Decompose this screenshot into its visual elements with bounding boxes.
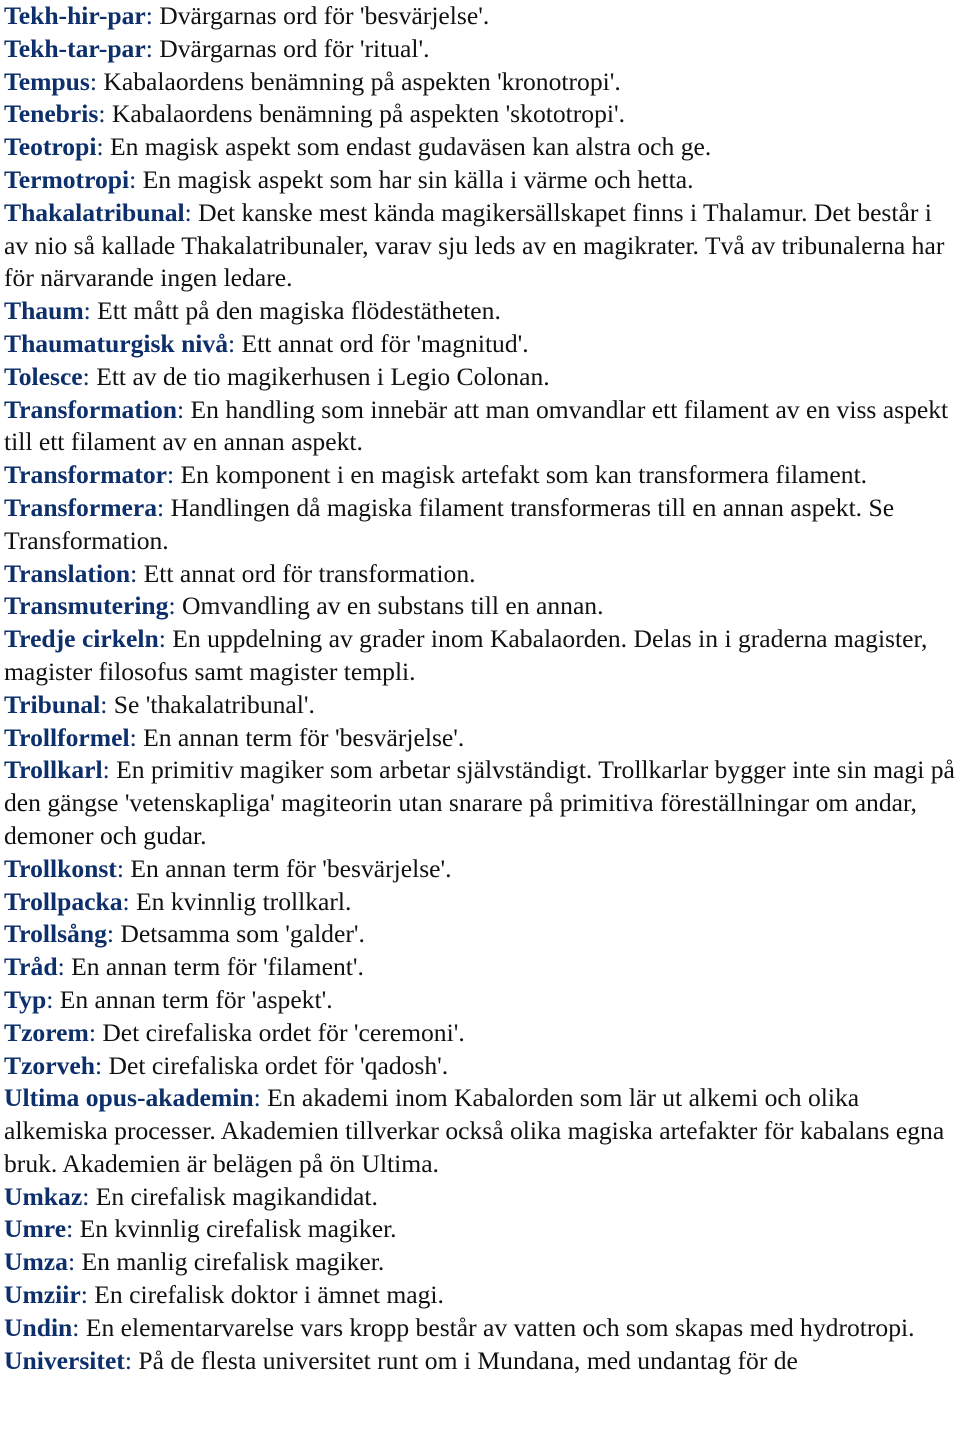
glossary-definition: Ett mått på den magiska flödestätheten. xyxy=(97,296,501,326)
glossary-definition: En annan term för 'besvärjelse'. xyxy=(143,722,465,752)
term-separator: : xyxy=(157,492,171,522)
glossary-entry xyxy=(4,886,960,919)
glossary-entry xyxy=(4,918,960,951)
term-separator: : xyxy=(82,361,97,391)
glossary-definition: En kvinnlig cirefalisk magiker. xyxy=(79,1214,397,1244)
glossary-entry xyxy=(4,459,960,492)
glossary-definition: Detsamma som 'galder'. xyxy=(120,919,365,949)
glossary-entry xyxy=(4,492,960,558)
glossary-entry xyxy=(4,1345,960,1378)
glossary-entry xyxy=(4,164,960,197)
glossary-entry xyxy=(4,197,960,295)
glossary-entry xyxy=(4,33,960,66)
term-separator: : xyxy=(124,1345,139,1375)
glossary-entry xyxy=(4,1181,960,1214)
term-separator: : xyxy=(67,1247,82,1277)
glossary-term: Tempus xyxy=(4,66,90,96)
glossary-definition: En annan term för 'besvärjelse'. xyxy=(130,853,452,883)
glossary-entry xyxy=(4,951,960,984)
glossary-entry xyxy=(4,0,960,33)
glossary-term: Tzorveh xyxy=(4,1050,95,1080)
glossary-term: Undin xyxy=(4,1312,73,1342)
term-separator: : xyxy=(106,919,121,949)
glossary-definition: En kvinnlig trollkarl. xyxy=(136,886,352,916)
glossary-definition: En uppdelning av grader inom Kabalaorden. Delas in i graderna magister, magister filosofus samt magister templi. xyxy=(4,624,928,686)
glossary-definition: Det cirefaliska ordet för 'ceremoni'. xyxy=(102,1017,465,1047)
glossary-entry xyxy=(4,394,960,460)
term-separator: : xyxy=(100,689,114,719)
term-separator: : xyxy=(96,132,110,162)
glossary-term: Tenebris xyxy=(4,99,99,129)
glossary-term: Thaumaturgisk nivå xyxy=(4,328,229,358)
glossary-term: Typ xyxy=(4,984,47,1014)
glossary-definition: En annan term för 'aspekt'. xyxy=(59,984,333,1014)
glossary-term: Trollkonst xyxy=(4,853,117,883)
glossary-entry xyxy=(4,558,960,591)
term-separator: : xyxy=(98,99,112,129)
glossary-entry xyxy=(4,361,960,394)
glossary-definition: På de flesta universitet runt om i Mundana, med undantag för de xyxy=(138,1345,798,1375)
term-separator: : xyxy=(145,1,160,30)
glossary-definition: En elementarvarelse vars kropp består av vatten och som skapas med hydrotropi. xyxy=(85,1312,915,1342)
glossary-definition: Omvandling av en substans till en annan. xyxy=(181,591,604,621)
glossary-definition: Ett annat ord för transformation. xyxy=(143,558,476,588)
glossary-entry xyxy=(4,1246,960,1279)
glossary-entry xyxy=(4,984,960,1017)
glossary-term: Thaum xyxy=(4,296,84,326)
term-separator: : xyxy=(122,886,137,916)
term-separator: : xyxy=(88,1017,103,1047)
glossary-term: Tråd xyxy=(4,952,58,982)
glossary-term: Transformator xyxy=(4,460,167,490)
glossary-definition: En manlig cirefalisk magiker. xyxy=(81,1247,385,1277)
glossary-entry xyxy=(4,328,960,361)
glossary-term: Teotropi xyxy=(4,132,97,162)
glossary-entry xyxy=(4,98,960,131)
term-separator: : xyxy=(168,591,182,621)
glossary-definition: Dvärgarnas ord för 'besvärjelse'. xyxy=(159,1,490,30)
glossary-term: Tredje cirkeln xyxy=(4,624,159,654)
glossary-term: Tekh-tar-par xyxy=(4,33,146,63)
term-separator: : xyxy=(116,853,131,883)
glossary-definition: En magisk aspekt som har sin källa i värme och hetta. xyxy=(142,164,694,194)
glossary-definition: En akademi inom Kabalorden som lär ut alkemi och olika alkemiska processer. Akademien tillverkar också olika magiska artefakter för kabalans egna bruk. Akademien är belägen på ön Ultima. xyxy=(4,1083,945,1178)
glossary-term: Umkaz xyxy=(4,1181,83,1211)
glossary-definition: En primitiv magiker som arbetar självständigt. Trollkarlar bygger inte sin magi på den gängse 'vetenskapliga' magiteorin utan snarare på primitiva föreställningar om andar, demoner och gudar. xyxy=(4,755,955,850)
term-separator: : xyxy=(83,296,98,326)
glossary-entry xyxy=(4,295,960,328)
term-separator: : xyxy=(72,1312,86,1342)
glossary-term: Transformation xyxy=(4,394,177,424)
glossary-entry xyxy=(4,66,960,99)
glossary-term: Universitet xyxy=(4,1345,125,1375)
glossary-definition: En komponent i en magisk artefakt som kan transformera filament. xyxy=(180,460,868,490)
glossary-term: Tolesce xyxy=(4,361,83,391)
glossary-entry xyxy=(4,1082,960,1180)
term-separator: : xyxy=(46,984,60,1014)
glossary-definition: En handling som innebär att man omvandlar ett filament av en viss aspekt till ett filament av en annan aspekt. xyxy=(4,394,949,457)
glossary-definition: Handlingen då magiska filament transformeras till en annan aspekt. Se Transformation. xyxy=(4,492,895,555)
glossary-entry xyxy=(4,1213,960,1246)
glossary-entry xyxy=(4,1017,960,1050)
glossary-entry xyxy=(4,590,960,623)
glossary-term: Umre xyxy=(4,1214,67,1244)
glossary-definition: En cirefalisk doktor i ämnet magi. xyxy=(94,1280,444,1310)
glossary-definition: Dvärgarnas ord för 'ritual'. xyxy=(159,33,430,63)
glossary-term: Trollpacka xyxy=(4,886,123,916)
term-separator: : xyxy=(130,558,144,588)
term-separator: : xyxy=(89,66,104,96)
glossary-term: Translation xyxy=(4,558,131,588)
glossary-term: Ultima opus-akademin xyxy=(4,1083,254,1113)
term-separator: : xyxy=(94,1050,109,1080)
glossary-entry xyxy=(4,689,960,722)
glossary-definition: En magisk aspekt som endast gudaväsen kan alstra och ge. xyxy=(109,132,712,162)
glossary-term: Transformera xyxy=(4,492,158,522)
glossary-term: Trollsång xyxy=(4,919,107,949)
term-separator: : xyxy=(57,952,72,982)
term-separator: : xyxy=(102,755,117,785)
glossary-entry xyxy=(4,853,960,886)
glossary-term: Trollkarl xyxy=(4,755,103,785)
term-separator: : xyxy=(82,1181,96,1211)
glossary-definition: Det cirefaliska ordet för 'qadosh'. xyxy=(108,1050,449,1080)
term-separator: : xyxy=(80,1280,95,1310)
glossary-entry xyxy=(4,1050,960,1083)
glossary-entry xyxy=(4,722,960,755)
glossary-term: Trollformel xyxy=(4,722,130,752)
glossary-definition: Ett av de tio magikerhusen i Legio Colonan. xyxy=(96,361,550,391)
term-separator: : xyxy=(253,1083,268,1113)
glossary-entry xyxy=(4,1279,960,1312)
glossary-term: Umza xyxy=(4,1247,68,1277)
glossary-definition: Det kanske mest kända magikersällskapet finns i Thalamur. Det består i av nio så kallade Thakalatribunaler, varav sju leds av en magikrater. Två av tribunalerna har för närvarande ingen ledare. xyxy=(4,197,945,293)
glossary-entry xyxy=(4,131,960,164)
term-separator: : xyxy=(184,197,199,227)
term-separator: : xyxy=(158,624,173,654)
glossary-definition: En cirefalisk magikandidat. xyxy=(95,1181,378,1211)
term-separator: : xyxy=(176,394,191,424)
term-separator: : xyxy=(129,722,144,752)
glossary-term: Tzorem xyxy=(4,1017,89,1047)
glossary-term: Tribunal xyxy=(4,689,101,719)
glossary-term: Tekh-hir-par xyxy=(4,1,146,30)
glossary-term: Transmutering xyxy=(4,591,169,621)
term-separator: : xyxy=(228,328,242,358)
glossary-term: Umziir xyxy=(4,1280,81,1310)
term-separator: : xyxy=(167,460,181,490)
glossary-definition: Se 'thakalatribunal'. xyxy=(113,689,315,719)
glossary-entry xyxy=(4,754,960,852)
glossary-definition: Kabalaordens benämning på aspekten 'skototropi'. xyxy=(111,99,625,129)
glossary-definition: Kabalaordens benämning på aspekten 'kronotropi'. xyxy=(103,66,621,96)
glossary-definition: Ett annat ord för 'magnitud'. xyxy=(241,328,529,358)
term-separator: : xyxy=(129,164,143,194)
glossary-entry xyxy=(4,1312,960,1345)
term-separator: : xyxy=(66,1214,80,1244)
glossary-definition: En annan term för 'filament'. xyxy=(71,952,364,982)
glossary-entry xyxy=(4,623,960,689)
term-separator: : xyxy=(145,33,160,63)
glossary-term: Thakalatribunal xyxy=(4,197,185,227)
glossary-term: Termotropi xyxy=(4,164,130,194)
